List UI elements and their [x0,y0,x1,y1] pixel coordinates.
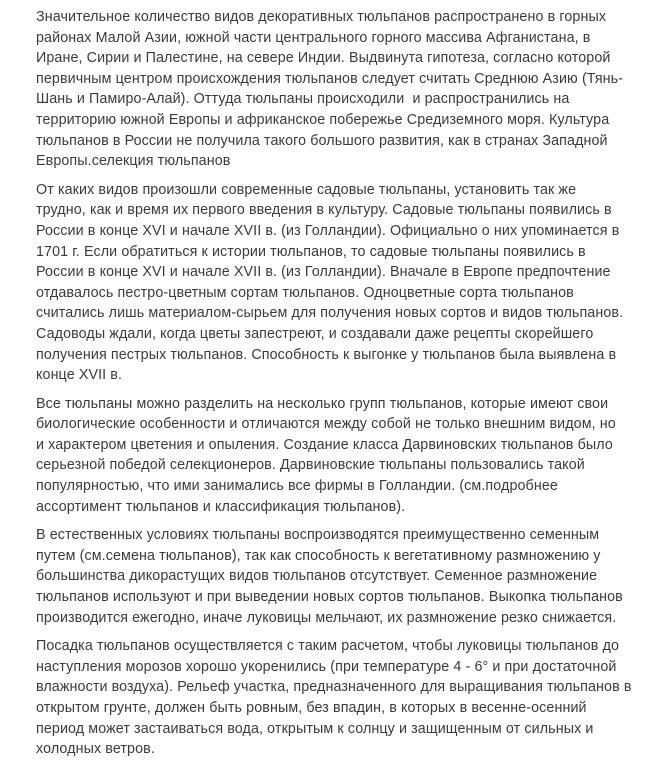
text-line: первичным центром происхождения тюльпанов следует считать Среднюю Азию (Тянь- [36,70,624,87]
paragraph [36,636,632,760]
text-line: Все тюльпаны можно разделить на несколько групп тюльпанов, которые имеют свои [36,395,609,412]
text-line: Посадка тюльпанов осуществляется с таким расчетом, чтобы луковицы тюльпанов до [36,638,620,655]
text-line: От каких видов произошли современные садовые тюльпаны, установить так же [36,181,577,198]
text-line: территорию южной Европы и африканское побережье Средиземного моря. Культура [36,111,610,128]
text-line: трудно, как и время их первого введения в культуру. Садовые тюльпаны появились в [36,202,612,219]
text-line: тюльпанов используют и при выведении новых сортов тюльпанов. Выкопка тюльпанов [36,589,623,606]
text-line: районах Малой Азии, южной части центрального горного массива Афганистана, в [36,29,591,46]
text-line: 1701 г. Если обратиться к истории тюльпанов, то садовые тюльпаны появились в [36,243,586,260]
text-line: и характером цветения и опыления. Создание класса Дарвиновских тюльпанов было [36,436,613,453]
text-line: Шань и Памиро-Алай). Оттуда тюльпаны происходили и распространились на [36,91,570,108]
text-line: популярностью, что ими занимались все фирмы в Голландии. (см.подробнее [36,478,558,495]
text-line: холодных ветров. [36,741,155,758]
text-line: Европы.селекция тюльпанов [36,153,231,170]
text-line: Садоводы ждали, когда цветы запестреют, и создавали даже рецепты скорейшего [36,325,594,342]
text-line: конце XVII в. [36,367,123,384]
text-line: считались лишь материалом-сырьем для получения новых сортов и видов тюльпанов. [36,305,624,322]
text-line: получения пестрых тюльпанов. Способность к выгонке у тюльпанов была выявлена в [36,346,617,363]
text-line: Иране, Сирии и Палестине, на севере Индии. Выдвинута гипотеза, согласно которой [36,50,611,67]
paragraph [36,180,624,386]
text-line: биологические особенности и отличаются между собой не только внешним видом, но [36,416,616,433]
text-line: серьезной победой селекционеров. Дарвиновские тюльпаны пользовались такой [36,457,585,474]
paragraph [36,394,620,518]
text-line: России в конце XVI и начале XVII в. (из Голландии). Официально о них упоминается в [36,222,620,239]
text-line: России в конце XVI и начале XVII в. (из Голландии). Вначале в Европе предпочтение [36,264,611,281]
paragraph [36,7,624,172]
text-line: производится ежегодно, иначе луковицы мельчают, их размножение резко снижается. [36,609,617,626]
text-line: период может застаиваться вода, открытым к солнцу и защищенным от сильных и [36,720,594,737]
text-line: В естественных условиях тюльпаны воспроизводятся преимущественно семенным [36,527,600,544]
text-line: открытом грунте, должен быть ровным, без впадин, в которых в весенне-осенний [36,700,587,716]
text-line: большинства дикорастущих видов тюльпанов отсутствует. Семенное размножение [36,568,598,585]
text-line: ассортимент тюльпанов и классификация тюльпанов). [36,498,406,515]
text-line: влажности воздуха). Рельеф участка, предназначенного для выращивания тюльпанов в [36,679,632,696]
text-line: тюльпанов в России не получила такого большого развития, как в странах Западной [36,132,608,149]
text-line: путем (см.семена тюльпанов), так как способность к вегетативному размножению у [36,547,601,564]
text-line: отдавалось пестро-цветным сортам тюльпанов. Одноцветные сорта тюльпанов [36,284,574,301]
text-line: Значительное количество видов декоративных тюльпанов распространено в горных [36,9,607,25]
paragraph [36,525,623,628]
text-line: наступления морозов хорошо укоренились (при температуре 4 - 6° и при достаточной [36,658,617,675]
